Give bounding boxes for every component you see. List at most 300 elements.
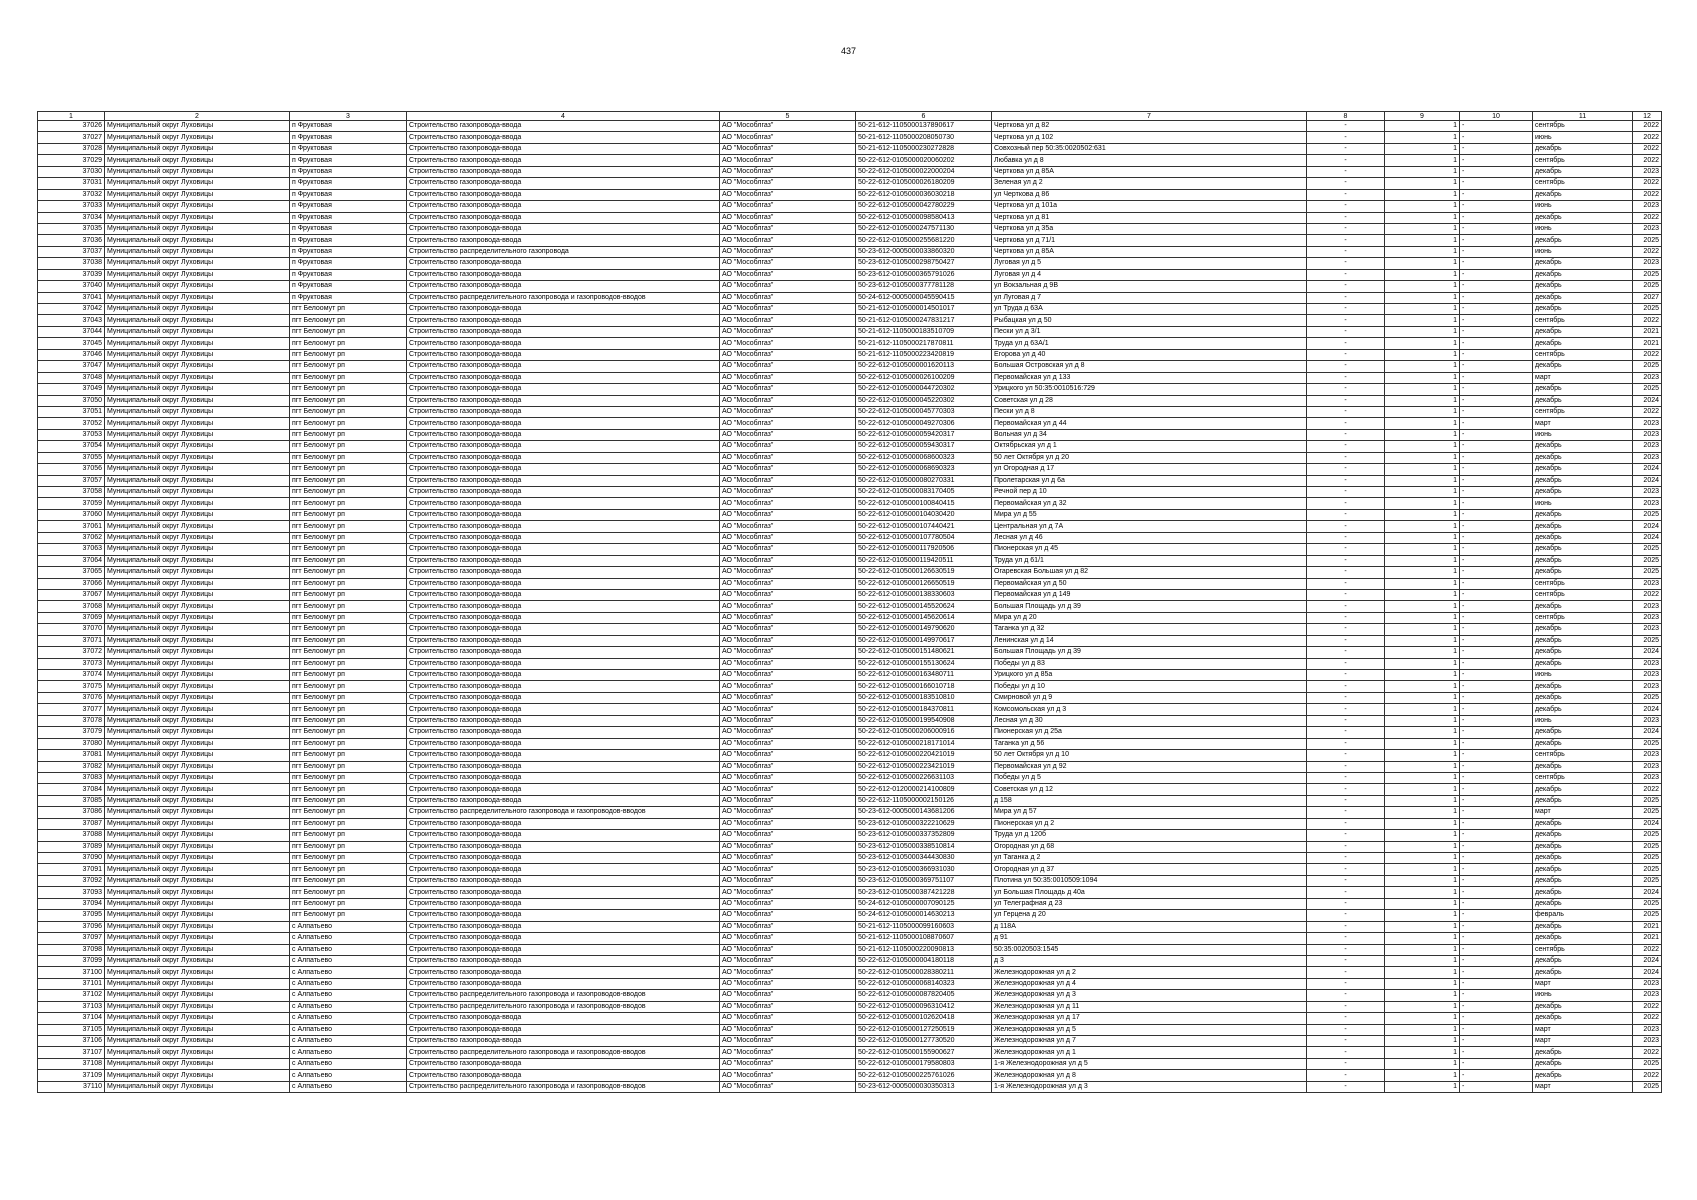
application-id-cell: 50-22-612-0105000098580413 — [856, 212, 992, 223]
count-cell: 1 — [1385, 464, 1460, 475]
row-number-cell: 37037 — [38, 246, 105, 257]
table-body — [38, 121, 1662, 1093]
municipality-cell: Муниципальный округ Луховицы — [105, 589, 290, 600]
year-cell: 2022 — [1633, 944, 1662, 955]
col10-cell: - — [1460, 555, 1533, 566]
municipality-cell: Муниципальный округ Луховицы — [105, 498, 290, 509]
row-number-cell: 37065 — [38, 567, 105, 578]
table-row — [38, 738, 1662, 749]
organization-cell: АО "Мособлгаз" — [720, 715, 856, 726]
year-cell: 2022 — [1633, 246, 1662, 257]
address-cell: Победы ул д 5 — [992, 772, 1307, 783]
count-cell: 1 — [1385, 841, 1460, 852]
municipality-cell: Муниципальный округ Луховицы — [105, 143, 290, 154]
application-id-cell: 50-21-612-1105000183510709 — [856, 326, 992, 337]
address-cell: Большая Площадь ул д 39 — [992, 601, 1307, 612]
application-id-cell: 50-21-612-0105000247831217 — [856, 315, 992, 326]
gasification-table — [37, 111, 1662, 1093]
col8-cell: - — [1307, 201, 1385, 212]
organization-cell: АО "Мособлгаз" — [720, 612, 856, 623]
table-row — [38, 521, 1662, 532]
col10-cell: - — [1460, 795, 1533, 806]
organization-cell: АО "Мособлгаз" — [720, 853, 856, 864]
application-id-cell: 50-22-612-0105000045220302 — [856, 395, 992, 406]
col10-cell: - — [1460, 635, 1533, 646]
count-cell: 1 — [1385, 647, 1460, 658]
application-id-cell: 50-22-612-0105000087820405 — [856, 990, 992, 1001]
table-row — [38, 498, 1662, 509]
settlement-cell: пгт Белоомут рп — [290, 498, 407, 509]
month-cell: июнь — [1533, 132, 1633, 143]
count-cell: 1 — [1385, 1081, 1460, 1092]
col8-cell: - — [1307, 464, 1385, 475]
year-cell: 2023 — [1633, 372, 1662, 383]
row-number-cell: 37052 — [38, 418, 105, 429]
col8-cell: - — [1307, 1024, 1385, 1035]
col10-cell: - — [1460, 1001, 1533, 1012]
count-cell: 1 — [1385, 875, 1460, 886]
col8-cell: - — [1307, 635, 1385, 646]
address-cell: Ленинская ул д 14 — [992, 635, 1307, 646]
settlement-cell: пгт Белоомут рп — [290, 475, 407, 486]
row-number-cell: 37051 — [38, 406, 105, 417]
application-id-cell: 50-22-612-0105000226631103 — [856, 772, 992, 783]
organization-cell: АО "Мособлгаз" — [720, 292, 856, 303]
col8-cell: - — [1307, 658, 1385, 669]
header-cell: 11 — [1533, 112, 1633, 121]
row-number-cell: 37090 — [38, 853, 105, 864]
count-cell: 1 — [1385, 521, 1460, 532]
application-id-cell: 50-23-612-0105000344430830 — [856, 853, 992, 864]
col8-cell: - — [1307, 315, 1385, 326]
month-cell: июнь — [1533, 246, 1633, 257]
organization-cell: АО "Мособлгаз" — [720, 269, 856, 280]
municipality-cell: Муниципальный округ Луховицы — [105, 304, 290, 315]
table-row — [38, 750, 1662, 761]
organization-cell: АО "Мособлгаз" — [720, 338, 856, 349]
settlement-cell: с Алпатьево — [290, 955, 407, 966]
count-cell: 1 — [1385, 292, 1460, 303]
table-row — [38, 921, 1662, 932]
col10-cell: - — [1460, 406, 1533, 417]
settlement-cell: пгт Белоомут рп — [290, 715, 407, 726]
col10-cell: - — [1460, 521, 1533, 532]
year-cell: 2025 — [1633, 544, 1662, 555]
application-id-cell: 50-22-612-0105000127730520 — [856, 1036, 992, 1047]
organization-cell: АО "Мособлгаз" — [720, 441, 856, 452]
work-type-cell: Строительство газопровода-ввода — [407, 715, 720, 726]
address-cell: Урицкого ул 50:35:0010516:729 — [992, 384, 1307, 395]
address-cell: Первомайская ул д 133 — [992, 372, 1307, 383]
month-cell: декабрь — [1533, 464, 1633, 475]
year-cell: 2022 — [1633, 1070, 1662, 1081]
count-cell: 1 — [1385, 326, 1460, 337]
organization-cell: АО "Мособлгаз" — [720, 567, 856, 578]
row-number-cell: 37083 — [38, 772, 105, 783]
row-number-cell: 37076 — [38, 692, 105, 703]
col10-cell: - — [1460, 807, 1533, 818]
table-row — [38, 864, 1662, 875]
month-cell: март — [1533, 1036, 1633, 1047]
col8-cell: - — [1307, 715, 1385, 726]
organization-cell: АО "Мособлгаз" — [720, 704, 856, 715]
settlement-cell: пгт Белоомут рп — [290, 555, 407, 566]
settlement-cell: пгт Белоомут рп — [290, 647, 407, 658]
count-cell: 1 — [1385, 601, 1460, 612]
month-cell: сентябрь — [1533, 178, 1633, 189]
row-number-cell: 37059 — [38, 498, 105, 509]
col8-cell: - — [1307, 532, 1385, 543]
work-type-cell: Строительство газопровода-ввода — [407, 647, 720, 658]
address-cell: Огаревская Большая ул д 82 — [992, 567, 1307, 578]
count-cell: 1 — [1385, 166, 1460, 177]
col8-cell: - — [1307, 750, 1385, 761]
row-number-cell: 37046 — [38, 349, 105, 360]
address-cell: 1-я Железнодорожная ул д 3 — [992, 1081, 1307, 1092]
month-cell: декабрь — [1533, 624, 1633, 635]
address-cell: Егорова ул д 40 — [992, 349, 1307, 360]
count-cell: 1 — [1385, 121, 1460, 132]
address-cell: Труда ул д 63А/1 — [992, 338, 1307, 349]
col8-cell: - — [1307, 647, 1385, 658]
col10-cell: - — [1460, 464, 1533, 475]
year-cell: 2025 — [1633, 304, 1662, 315]
work-type-cell: Строительство газопровода-ввода — [407, 212, 720, 223]
col10-cell: - — [1460, 532, 1533, 543]
header-cell: 7 — [992, 112, 1307, 121]
row-number-cell: 37109 — [38, 1070, 105, 1081]
application-id-cell: 50-22-612-0105000059420317 — [856, 429, 992, 440]
municipality-cell: Муниципальный округ Луховицы — [105, 509, 290, 520]
year-cell: 2023 — [1633, 1036, 1662, 1047]
header-cell: 4 — [407, 112, 720, 121]
col10-cell: - — [1460, 681, 1533, 692]
work-type-cell: Строительство газопровода-ввода — [407, 315, 720, 326]
table-row — [38, 281, 1662, 292]
address-cell: Зеленая ул д 2 — [992, 178, 1307, 189]
col8-cell: - — [1307, 304, 1385, 315]
work-type-cell: Строительство газопровода-ввода — [407, 349, 720, 360]
organization-cell: АО "Мособлгаз" — [720, 532, 856, 543]
table-row — [38, 246, 1662, 257]
page-number: 437 — [840, 46, 857, 56]
month-cell: декабрь — [1533, 338, 1633, 349]
work-type-cell: Строительство газопровода-ввода — [407, 898, 720, 909]
col10-cell: - — [1460, 223, 1533, 234]
work-type-cell: Строительство газопровода-ввода — [407, 338, 720, 349]
col8-cell: - — [1307, 349, 1385, 360]
address-cell: Любавка ул д 8 — [992, 155, 1307, 166]
row-number-cell: 37050 — [38, 395, 105, 406]
application-id-cell: 50-22-612-0105000220421019 — [856, 750, 992, 761]
row-number-cell: 37075 — [38, 681, 105, 692]
table-row — [38, 326, 1662, 337]
municipality-cell: Муниципальный округ Луховицы — [105, 223, 290, 234]
month-cell: декабрь — [1533, 544, 1633, 555]
organization-cell: АО "Мособлгаз" — [720, 910, 856, 921]
municipality-cell: Муниципальный округ Луховицы — [105, 1036, 290, 1047]
col10-cell: - — [1460, 624, 1533, 635]
municipality-cell: Муниципальный округ Луховицы — [105, 258, 290, 269]
year-cell: 2024 — [1633, 887, 1662, 898]
table-row — [38, 578, 1662, 589]
col10-cell: - — [1460, 567, 1533, 578]
settlement-cell: пгт Белоомут рп — [290, 750, 407, 761]
month-cell: сентябрь — [1533, 315, 1633, 326]
year-cell: 2022 — [1633, 1013, 1662, 1024]
settlement-cell: пгт Белоомут рп — [290, 761, 407, 772]
year-cell: 2025 — [1633, 692, 1662, 703]
row-number-cell: 37101 — [38, 978, 105, 989]
address-cell: Черткова ул д 82 — [992, 121, 1307, 132]
month-cell: сентябрь — [1533, 589, 1633, 600]
application-id-cell: 50-23-612-0105000337352809 — [856, 830, 992, 841]
municipality-cell: Муниципальный округ Луховицы — [105, 784, 290, 795]
address-cell: 50:35:0020503:1545 — [992, 944, 1307, 955]
organization-cell: АО "Мособлгаз" — [720, 635, 856, 646]
year-cell: 2024 — [1633, 704, 1662, 715]
table-header — [38, 112, 1662, 121]
municipality-cell: Муниципальный округ Луховицы — [105, 235, 290, 246]
organization-cell: АО "Мособлгаз" — [720, 887, 856, 898]
application-id-cell: 50-21-612-1105000223420819 — [856, 349, 992, 360]
year-cell: 2021 — [1633, 338, 1662, 349]
settlement-cell: пгт Белоомут рп — [290, 704, 407, 715]
row-number-cell: 37071 — [38, 635, 105, 646]
address-cell: Пионерская ул д 2 — [992, 818, 1307, 829]
municipality-cell: Муниципальный округ Луховицы — [105, 841, 290, 852]
address-cell: д 3 — [992, 955, 1307, 966]
work-type-cell: Строительство газопровода-ввода — [407, 841, 720, 852]
settlement-cell: с Алпатьево — [290, 1047, 407, 1058]
settlement-cell: пгт Белоомут рп — [290, 624, 407, 635]
year-cell: 2022 — [1633, 132, 1662, 143]
municipality-cell: Муниципальный округ Луховицы — [105, 1070, 290, 1081]
row-number-cell: 37055 — [38, 452, 105, 463]
organization-cell: АО "Мособлгаз" — [720, 281, 856, 292]
organization-cell: АО "Мособлгаз" — [720, 189, 856, 200]
municipality-cell: Муниципальный округ Луховицы — [105, 1081, 290, 1092]
application-id-cell: 50-23-612-0105000377781128 — [856, 281, 992, 292]
settlement-cell: с Алпатьево — [290, 978, 407, 989]
settlement-cell: п Фруктовая — [290, 281, 407, 292]
count-cell: 1 — [1385, 498, 1460, 509]
col10-cell: - — [1460, 143, 1533, 154]
month-cell: декабрь — [1533, 898, 1633, 909]
year-cell: 2025 — [1633, 509, 1662, 520]
address-cell: Луговая ул д 5 — [992, 258, 1307, 269]
municipality-cell: Муниципальный округ Луховицы — [105, 292, 290, 303]
municipality-cell: Муниципальный округ Луховицы — [105, 990, 290, 1001]
row-number-cell: 37110 — [38, 1081, 105, 1092]
col10-cell: - — [1460, 281, 1533, 292]
row-number-cell: 37088 — [38, 830, 105, 841]
col8-cell: - — [1307, 429, 1385, 440]
settlement-cell: пгт Белоомут рп — [290, 372, 407, 383]
settlement-cell: п Фруктовая — [290, 235, 407, 246]
organization-cell: АО "Мособлгаз" — [720, 727, 856, 738]
address-cell: Черткова ул д 35а — [992, 223, 1307, 234]
month-cell: декабрь — [1533, 521, 1633, 532]
work-type-cell: Строительство газопровода-ввода — [407, 670, 720, 681]
table-row — [38, 292, 1662, 303]
year-cell: 2024 — [1633, 464, 1662, 475]
address-cell: Урицкого ул д 85а — [992, 670, 1307, 681]
year-cell: 2022 — [1633, 1047, 1662, 1058]
municipality-cell: Муниципальный округ Луховицы — [105, 155, 290, 166]
organization-cell: АО "Мособлгаз" — [720, 624, 856, 635]
table-row — [38, 692, 1662, 703]
application-id-cell: 50-22-612-0105000036030218 — [856, 189, 992, 200]
col10-cell: - — [1460, 761, 1533, 772]
settlement-cell: с Алпатьево — [290, 921, 407, 932]
table-row — [38, 544, 1662, 555]
address-cell: Огородная ул д 68 — [992, 841, 1307, 852]
work-type-cell: Строительство газопровода-ввода — [407, 143, 720, 154]
year-cell: 2023 — [1633, 578, 1662, 589]
count-cell: 1 — [1385, 750, 1460, 761]
work-type-cell: Строительство газопровода-ввода — [407, 372, 720, 383]
organization-cell: АО "Мособлгаз" — [720, 1013, 856, 1024]
organization-cell: АО "Мособлгаз" — [720, 1081, 856, 1092]
settlement-cell: пгт Белоомут рп — [290, 841, 407, 852]
municipality-cell: Муниципальный округ Луховицы — [105, 612, 290, 623]
address-cell: Железнодорожная ул д 17 — [992, 1013, 1307, 1024]
settlement-cell: с Алпатьево — [290, 1058, 407, 1069]
count-cell: 1 — [1385, 269, 1460, 280]
settlement-cell: пгт Белоомут рп — [290, 772, 407, 783]
row-number-cell: 37026 — [38, 121, 105, 132]
col8-cell: - — [1307, 418, 1385, 429]
organization-cell: АО "Мособлгаз" — [720, 772, 856, 783]
organization-cell: АО "Мособлгаз" — [720, 212, 856, 223]
organization-cell: АО "Мособлгаз" — [720, 155, 856, 166]
col10-cell: - — [1460, 978, 1533, 989]
table-row — [38, 1047, 1662, 1058]
table-row — [38, 978, 1662, 989]
organization-cell: АО "Мособлгаз" — [720, 1036, 856, 1047]
count-cell: 1 — [1385, 338, 1460, 349]
col10-cell: - — [1460, 1047, 1533, 1058]
col10-cell: - — [1460, 235, 1533, 246]
table-row — [38, 235, 1662, 246]
col10-cell: - — [1460, 315, 1533, 326]
settlement-cell: пгт Белоомут рп — [290, 487, 407, 498]
row-number-cell: 37069 — [38, 612, 105, 623]
table-row — [38, 464, 1662, 475]
col8-cell: - — [1307, 212, 1385, 223]
settlement-cell: пгт Белоомут рп — [290, 681, 407, 692]
count-cell: 1 — [1385, 681, 1460, 692]
application-id-cell: 50-22-612-0105000117920506 — [856, 544, 992, 555]
col10-cell: - — [1460, 887, 1533, 898]
organization-cell: АО "Мособлгаз" — [720, 1047, 856, 1058]
row-number-cell: 37105 — [38, 1024, 105, 1035]
month-cell: декабрь — [1533, 692, 1633, 703]
table-row — [38, 1001, 1662, 1012]
col8-cell: - — [1307, 624, 1385, 635]
year-cell: 2022 — [1633, 784, 1662, 795]
col8-cell: - — [1307, 395, 1385, 406]
col10-cell: - — [1460, 818, 1533, 829]
year-cell: 2025 — [1633, 635, 1662, 646]
table-row — [38, 795, 1662, 806]
application-id-cell: 50-22-612-0105000183510810 — [856, 692, 992, 703]
municipality-cell: Муниципальный округ Луховицы — [105, 372, 290, 383]
application-id-cell: 50-22-612-0105000155130624 — [856, 658, 992, 669]
municipality-cell: Муниципальный округ Луховицы — [105, 269, 290, 280]
work-type-cell: Строительство газопровода-ввода — [407, 555, 720, 566]
table-row — [38, 875, 1662, 886]
col8-cell: - — [1307, 1047, 1385, 1058]
address-cell: Советская ул д 12 — [992, 784, 1307, 795]
address-cell: Пролетарская ул д 6а — [992, 475, 1307, 486]
col8-cell: - — [1307, 452, 1385, 463]
organization-cell: АО "Мособлгаз" — [720, 452, 856, 463]
organization-cell: АО "Мособлгаз" — [720, 738, 856, 749]
row-number-cell: 37087 — [38, 818, 105, 829]
settlement-cell: с Алпатьево — [290, 1036, 407, 1047]
address-cell: д 158 — [992, 795, 1307, 806]
month-cell: декабрь — [1533, 1013, 1633, 1024]
table-row — [38, 1024, 1662, 1035]
col8-cell: - — [1307, 830, 1385, 841]
col8-cell: - — [1307, 864, 1385, 875]
application-id-cell: 50-22-612-0105000127250519 — [856, 1024, 992, 1035]
settlement-cell: пгт Белоомут рп — [290, 532, 407, 543]
work-type-cell: Строительство газопровода-ввода — [407, 429, 720, 440]
month-cell: декабрь — [1533, 441, 1633, 452]
municipality-cell: Муниципальный округ Луховицы — [105, 898, 290, 909]
work-type-cell: Строительство газопровода-ввода — [407, 864, 720, 875]
application-id-cell: 50-24-612-0005000045590415 — [856, 292, 992, 303]
col10-cell: - — [1460, 1058, 1533, 1069]
month-cell: сентябрь — [1533, 349, 1633, 360]
work-type-cell: Строительство газопровода-ввода — [407, 1058, 720, 1069]
table-row — [38, 304, 1662, 315]
address-cell: Вольная ул д 34 — [992, 429, 1307, 440]
application-id-cell: 50-21-612-1105000108870607 — [856, 933, 992, 944]
col10-cell: - — [1460, 910, 1533, 921]
settlement-cell: п Фруктовая — [290, 178, 407, 189]
address-cell: ул Черткова д 86 — [992, 189, 1307, 200]
year-cell: 2023 — [1633, 1024, 1662, 1035]
header-cell: 9 — [1385, 112, 1460, 121]
col8-cell: - — [1307, 166, 1385, 177]
count-cell: 1 — [1385, 990, 1460, 1001]
year-cell: 2025 — [1633, 555, 1662, 566]
count-cell: 1 — [1385, 898, 1460, 909]
municipality-cell: Муниципальный округ Луховицы — [105, 121, 290, 132]
settlement-cell: пгт Белоомут рп — [290, 406, 407, 417]
month-cell: декабрь — [1533, 681, 1633, 692]
settlement-cell: пгт Белоомут рп — [290, 612, 407, 623]
municipality-cell: Муниципальный округ Луховицы — [105, 338, 290, 349]
application-id-cell: 50-22-612-0105000044720302 — [856, 384, 992, 395]
address-cell: Огородная ул д 37 — [992, 864, 1307, 875]
organization-cell: АО "Мособлгаз" — [720, 658, 856, 669]
table-row — [38, 349, 1662, 360]
col8-cell: - — [1307, 326, 1385, 337]
municipality-cell: Муниципальный округ Луховицы — [105, 704, 290, 715]
count-cell: 1 — [1385, 624, 1460, 635]
col10-cell: - — [1460, 292, 1533, 303]
work-type-cell: Строительство газопровода-ввода — [407, 578, 720, 589]
count-cell: 1 — [1385, 178, 1460, 189]
organization-cell: АО "Мособлгаз" — [720, 864, 856, 875]
settlement-cell: пгт Белоомут рп — [290, 727, 407, 738]
work-type-cell: Строительство газопровода-ввода — [407, 830, 720, 841]
